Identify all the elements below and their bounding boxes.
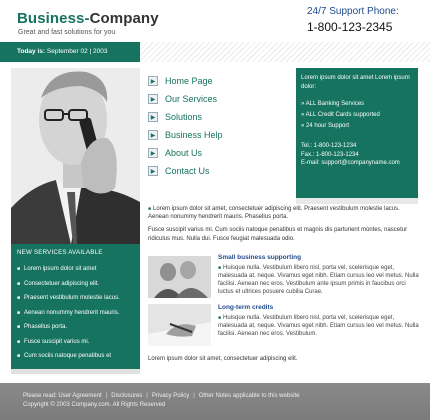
service-item[interactable]: ■ Cum sociis natoque penatibus et	[17, 349, 134, 364]
promo-item: » 24 hour Support	[301, 123, 350, 129]
bullet-icon: ■	[17, 338, 21, 345]
closing-text: Lorem ipsum dolor sit amet, consectetuer adipiscing elit.	[148, 356, 298, 362]
promo-item: » ALL Banking Services	[301, 101, 365, 107]
arrow-box-icon: ▶	[148, 130, 158, 140]
nav-item-our-services[interactable]	[148, 90, 288, 108]
bullet-icon: ■	[218, 265, 222, 271]
service-item[interactable]: ■ Fusce suscipit varius mi.	[17, 335, 134, 350]
intro-paragraph-2: Fusce suscipit varius mi. Cum sociis natoque penatibus et magnis dis parturient montes, nascetur ridiculus mus. Nulla dui. Fusce feugiat malesuada odio.	[148, 227, 408, 242]
services-heading: NEW SERVICES AVAILABLE	[17, 249, 103, 256]
footer-link-privacy-policy[interactable]: Privacy Policy	[151, 393, 190, 399]
article-body: ■ Huisque nulla. Vestibulum libero nisl, porta vel, scelerisque eget, malesuada at, neque. Vivamus eget nibh. Etiam cursus leo vel metus. Nulla facilisi. Aenean nec eros. Vestibulum ante ipsum primis in faucibus orci luctus et ultrices posuere cubilia Curae.	[218, 265, 419, 295]
nav-item-about-us[interactable]	[148, 144, 288, 162]
bullet-icon: ■	[17, 309, 21, 316]
logo[interactable]	[17, 10, 159, 27]
arrow-box-icon: ▶	[148, 166, 158, 176]
nav-label: About Us	[165, 148, 203, 158]
promo-text: Lorem ipsum dolor sit amet Lorem ipsum dolor:	[301, 75, 410, 90]
service-item[interactable]: ■ Lorem ipsum dolor sit amet	[17, 262, 134, 277]
bullet-icon: ■	[218, 315, 222, 321]
service-item[interactable]: ■ Praesent vestibulum molestie lacus.	[17, 291, 134, 306]
tagline: Great and fast solutions for you	[18, 29, 116, 36]
service-item[interactable]: ■ Phasellus porta.	[17, 320, 134, 335]
today-value: September 02 | 2003	[46, 48, 108, 55]
bullet-icon: ■	[17, 280, 21, 287]
footer-link-other-notes[interactable]: Other Notes applicable to this website	[198, 393, 300, 399]
arrow-box-icon: ▶	[148, 94, 158, 104]
nav-item-contact-us[interactable]	[148, 162, 288, 180]
article-small-business	[218, 254, 420, 296]
logo-part-company: Company	[89, 10, 159, 27]
bullet-icon: ■	[17, 295, 21, 301]
footer	[0, 383, 430, 420]
new-services-box	[11, 244, 140, 369]
writing-photo	[148, 304, 211, 346]
promo-email[interactable]: E-mail: support@companyname.com	[301, 160, 400, 166]
logo-part-business: Business-	[17, 10, 90, 27]
meeting-photo	[148, 256, 211, 298]
bullet-icon: ■	[17, 266, 21, 272]
nav-label: Solutions	[165, 112, 203, 122]
article-title[interactable]: Long-term credits	[218, 304, 274, 311]
nav-label: Home Page	[165, 76, 213, 86]
service-item[interactable]: ■ Aenean nonummy hendrerit mauris.	[17, 306, 134, 321]
promo-contact	[301, 142, 413, 168]
footer-link-disclosures[interactable]: Disclosures	[111, 393, 143, 399]
copyright: Copyright © 2003 Company.com. All Rights Reserved	[23, 402, 166, 408]
bullet-icon: ■	[17, 353, 21, 359]
nav-item-home-page[interactable]	[148, 72, 288, 90]
arrow-box-icon: ▶	[148, 76, 158, 86]
separator: |	[193, 393, 195, 399]
nav-label: Contact Us	[165, 166, 210, 176]
separator: |	[146, 393, 148, 399]
divider	[11, 369, 140, 374]
support-phone: 1-800-123-2345	[307, 20, 393, 34]
article-title[interactable]: Small business supporting	[218, 254, 302, 261]
arrow-box-icon: ▶	[148, 112, 158, 122]
promo-box	[296, 68, 418, 198]
today-date	[0, 42, 140, 62]
article-long-term-credits	[218, 304, 420, 338]
footer-links	[23, 392, 407, 401]
divider	[296, 198, 418, 204]
promo-list	[301, 99, 413, 132]
arrow-box-icon: ▶	[148, 148, 158, 158]
article-body: ■ Huisque nulla. Vestibulum libero nisl, porta vel, scelerisque eget, malesuada at, neque. Vivamus eget nibh. Etiam cursus leo vel metus. Nulla facilisi. Aenean nec eros. Vestibulum.	[218, 315, 419, 337]
service-item[interactable]: ■ Consectetuer adipiscing elit.	[17, 277, 134, 292]
today-label: Today is:	[17, 48, 46, 55]
support-label: 24/7 Support Phone:	[307, 6, 399, 17]
footer-link-user-agreement[interactable]: Please read: User Agreement	[23, 393, 102, 399]
date-bar	[0, 42, 430, 62]
bullet-icon: ■	[148, 206, 152, 212]
nav-item-solutions[interactable]	[148, 108, 288, 126]
intro-text	[148, 205, 420, 243]
businessman-photo	[11, 68, 140, 244]
promo-fax: Fax.: 1-800-123-1234	[301, 151, 359, 158]
promo-item: » ALL Credit Cards supported	[301, 112, 380, 118]
promo-tel: Tel.: 1-800-123-1234	[301, 143, 357, 149]
intro-paragraph-1: ■ Lorem ipsum dolor sit amet, consectetuer adipiscing elit. Praesent vestibulum molestie lacus. Aenean nonummy hendrerit mauris. Phasellus porta.	[148, 206, 400, 221]
nav-item-business-help[interactable]	[148, 126, 288, 144]
separator: |	[105, 393, 108, 399]
main-nav	[148, 72, 288, 180]
header	[0, 0, 430, 42]
nav-label: Business Help	[165, 130, 223, 140]
nav-label: Our Services	[165, 94, 218, 104]
bullet-icon: ■	[17, 324, 21, 330]
